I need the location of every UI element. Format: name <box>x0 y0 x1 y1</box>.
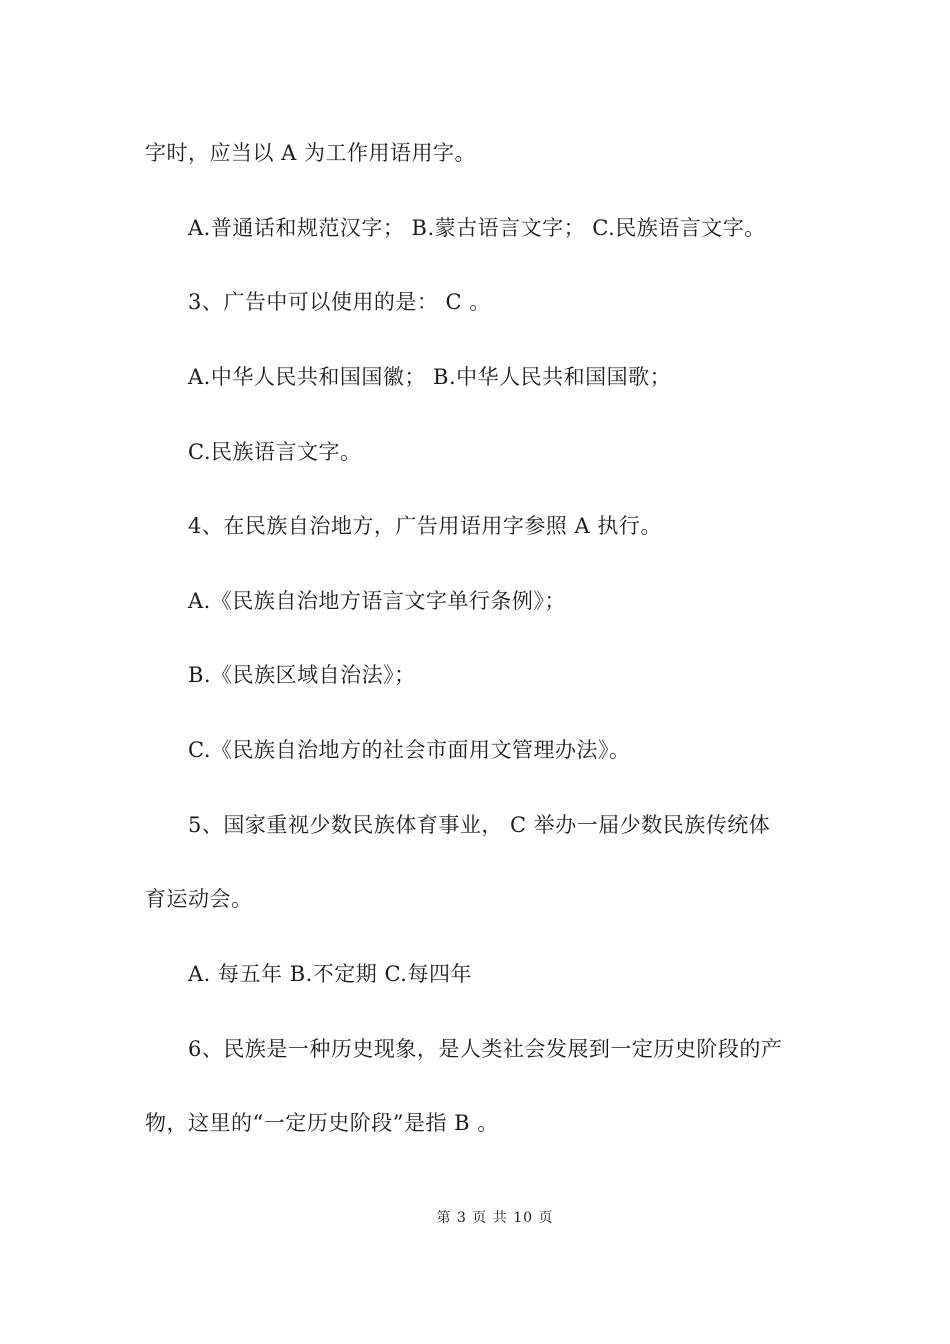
text-line-5: C.民族语言文字。 <box>188 440 362 464</box>
text-line-2: A.普通话和规范汉字； B.蒙古语言文字； C.民族语言文字。 <box>188 216 766 240</box>
text-line-9: C.《民族自治地方的社会市面用文管理办法》。 <box>188 738 631 762</box>
text-line-7: A.《民族自治地方语言文字单行条例》； <box>188 589 566 613</box>
text-line-4: A.中华人民共和国国徽； B.中华人民共和国国歌； <box>188 365 672 389</box>
question-6: 6、民族是一种历史现象，是人类社会发展到一定历史阶段的产 <box>188 1037 783 1061</box>
text-line-12: A. 每五年 B.不定期 C.每四年 <box>188 962 472 986</box>
question-3: 3、广告中可以使用的是： C 。 <box>188 290 491 314</box>
text-line-8: B.《民族区域自治法》； <box>188 663 416 687</box>
question-5: 5、国家重视少数民族体育事业， C 举办一届少数民族传统体 <box>188 813 771 837</box>
text-line-11: 育运动会。 <box>145 887 253 911</box>
page-number-footer: 第 3 页 共 10 页 <box>436 1210 554 1226</box>
text-line-1: 字时，应当以 A 为工作用语用字。 <box>145 141 477 165</box>
text-line-14: 物，这里的“一定历史阶段”是指 B 。 <box>145 1111 499 1135</box>
question-4: 4、在民族自治地方，广告用语用字参照 A 执行。 <box>188 514 662 538</box>
